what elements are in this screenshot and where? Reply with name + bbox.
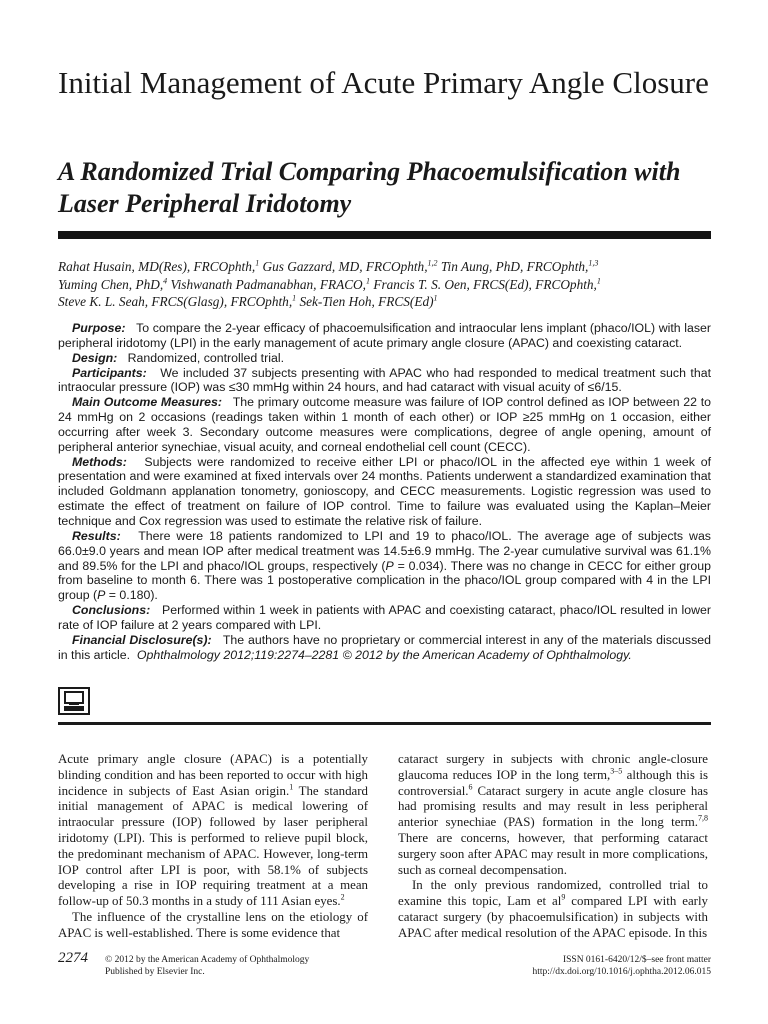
affiliation-mark: 1 [596, 276, 601, 286]
section-text: Randomized, controlled trial. [127, 350, 284, 365]
section-label: Methods: [72, 454, 127, 469]
body-column-left [58, 752, 368, 942]
abstract-purpose [58, 321, 711, 351]
title-rule [58, 231, 711, 239]
author-text: Rahat Husain, MD(Res), FRCOphth, [58, 259, 256, 274]
abstract-methods [58, 455, 711, 529]
abstract-participants [58, 366, 711, 396]
author-line-2 [58, 276, 718, 294]
reference-mark: 3–5 [610, 766, 623, 776]
abstract-outcome [58, 395, 711, 454]
affiliation-mark: 4 [163, 276, 168, 286]
affiliation-mark: 1 [292, 293, 297, 303]
author-line-1 [58, 258, 718, 276]
copyright-line: © 2012 by the American Academy of Ophthalmology [105, 955, 310, 965]
footer-copyright [105, 954, 309, 978]
body-column-right [398, 752, 708, 942]
issn-line: ISSN 0161-6420/12/$–see front matter [562, 955, 711, 965]
author-text: Vishwanath Padmanabhan, FRACO, [167, 276, 366, 292]
body-paragraph [398, 878, 708, 941]
abstract-design [58, 351, 711, 366]
affiliation-mark: 1 [255, 258, 260, 268]
author-text: Francis T. S. Oen, FRCS(Ed), FRCOphth, [370, 276, 597, 292]
reference-mark: 6 [468, 782, 473, 792]
body-text: Acute primary angle closure (APAC) is a potentially blinding condition and has been reported to occur with high incidence in subjects of East Asian origin. [58, 752, 368, 798]
section-label: Financial Disclosure(s): [72, 632, 212, 647]
abstract-disclosure [58, 633, 711, 663]
body-paragraph [58, 752, 368, 910]
abstract-results [58, 529, 711, 603]
section-text: The authors have no proprietary or commercial interest in any of the materials discussed in this article. [58, 632, 711, 662]
section-text: The primary outcome measure was failure of IOP control defined as IOP between 22 to 24 mmHg on 2 occasions (readings taken within 1 month of each other) or IOP ≥25 mmHg on 1 occasion, either occurring after week 3. Secondary outcome measures were complications, degree of angle opening, amount of peripheral anterior synechiae, visual acuity, and corneal endothelial cell count (CECC). [58, 395, 711, 454]
page-number: 2274 [58, 950, 88, 966]
reference-mark: 2 [340, 892, 345, 902]
section-text: = 0.180). [105, 588, 158, 603]
section-label: Participants: [72, 365, 147, 380]
publisher-line: Published by Elsevier Inc. [105, 967, 205, 977]
computer-monitor-icon [58, 687, 90, 715]
affiliation-mark: 1 [433, 293, 438, 303]
affiliation-mark: 1,3 [588, 258, 599, 268]
reference-mark: 7,8 [698, 813, 708, 823]
abstract [58, 321, 711, 662]
author-text: Tin Aung, PhD, FRCOphth, [437, 259, 589, 274]
body-text: There are concerns, however, that performing cataract surgery soon after APAC may result in more complications, such as corneal decompensation. [398, 830, 708, 877]
doi-link[interactable]: http://dx.doi.org/10.1016/j.ophtha.2012.06.015 [532, 967, 711, 977]
section-text: To compare the 2-year efficacy of phacoemulsification and intraocular lens implant (phaco/IOL) with laser peripheral iridotomy (LPI) in the early management of acute primary angle closure (APAC) and coexisting cataract. [58, 321, 711, 350]
section-label: Purpose: [72, 321, 126, 335]
section-text: We included 37 subjects presenting with APAC who had responded to medical treatment such that intraocular pressure (IOP) was ≤30 mmHg within 24 hours, and had cataract with visual acuity of ≤6/15. [58, 365, 711, 395]
section-text: There were 18 patients randomized to LPI and 19 to phaco/IOL. The average age of subjects was 66.0±9.0 years and mean IOP after medical treatment was 14.5±6.9 mmHg. The 2-year cumulative survival was 61.1% and 89.5% for the LPI and phaco/IOL groups, respectively ( [58, 528, 711, 573]
abstract-conclusions [58, 603, 711, 633]
body-text: although this is controversial. [398, 767, 708, 798]
section-label: Design: [72, 350, 118, 365]
affiliation-mark: 1,2 [427, 258, 438, 268]
body-text: The standard initial management of APAC is medical lowering of intraocular pressure (IOP) followed by laser peripheral iridotomy (LPI). This is performed to relieve pupil block, the predominant mechanism of APAC. However, long-term IOP control after LPI is poor, with 58.1% of subjects developing a rise in IOP requiring treatment at a mean follow-up of 50.3 months in a study of 111 Asian eyes. [58, 783, 368, 909]
body-text: Cataract surgery in acute angle closure has had promising results and may result in less peripheral anterior synechiae (PAS) formation in the long term. [398, 783, 708, 830]
affiliation-mark: 1 [366, 276, 370, 286]
footer-issn [533, 954, 711, 978]
body-text: compared LPI with early cataract surgery (by phacoemulsification) in subjects with APAC after medical resolution of the APAC episode. In this [398, 894, 708, 940]
article-title: Initial Management of Acute Primary Angle Closure [58, 65, 709, 100]
section-text: Performed within 1 week in patients with APAC and coexisting cataract, phaco/IOL resulted in lower rate of IOP failure at 2 years compared with LPI. [58, 603, 711, 632]
author-line-3 [58, 293, 718, 311]
section-label: Main Outcome Measures: [72, 395, 222, 410]
body-text: In the only previous randomized, controlled trial to examine this topic, Lam et al [398, 878, 708, 909]
section-text: = 0.034). There was no change in CECC for either group from baseline to month 6. There was 1 postoperative complication in the phaco/IOL group compared with 4 in the LPI group ( [58, 558, 711, 603]
abstract-rule [58, 722, 711, 725]
reference-mark: 1 [289, 782, 294, 792]
author-text: Sek-Tien Hoh, FRCS(Ed) [296, 294, 434, 309]
section-label: Results: [72, 528, 121, 543]
reference-mark: 9 [561, 892, 566, 902]
body-paragraph: The influence of the crystalline lens on the etiology of APAC is well-established. There is some evidence that [58, 909, 368, 940]
section-text: Subjects were randomized to receive either LPI or phaco/IOL in the affected eye within 1 week of presentation and were examined at fixed intervals over 24 months. Patients underwent a standardized examination that included Goldmann applanation tonometry, gonioscopy, and CECC measurements. Logistic regression was used to estimate the effect of treatment on failure of IOP control. Time to failure was evaluated using the Kaplan–Meier technique and Cox regression was used to estimate the relative risk of failure. [58, 454, 711, 528]
article-subtitle: A Randomized Trial Comparing Phacoemulsification with Laser Peripheral Iridotomy [58, 157, 681, 218]
p-symbol: P [97, 588, 106, 603]
p-symbol: P [385, 558, 394, 573]
author-list [58, 258, 718, 311]
journal-citation: Ophthalmology 2012;119:2274–2281 © 2012 by the American Academy of Ophthalmology. [136, 647, 632, 662]
author-text: Steve K. L. Seah, FRCS(Glasg), FRCOphth, [58, 294, 293, 309]
author-text: Gus Gazzard, MD, FRCOphth, [259, 259, 428, 274]
body-paragraph [398, 752, 708, 878]
body-text: cataract surgery in subjects with chronic angle-closure glaucoma reduces IOP in the long term, [398, 752, 708, 782]
section-label: Conclusions: [72, 603, 151, 618]
author-text: Yuming Chen, PhD, [58, 276, 164, 292]
